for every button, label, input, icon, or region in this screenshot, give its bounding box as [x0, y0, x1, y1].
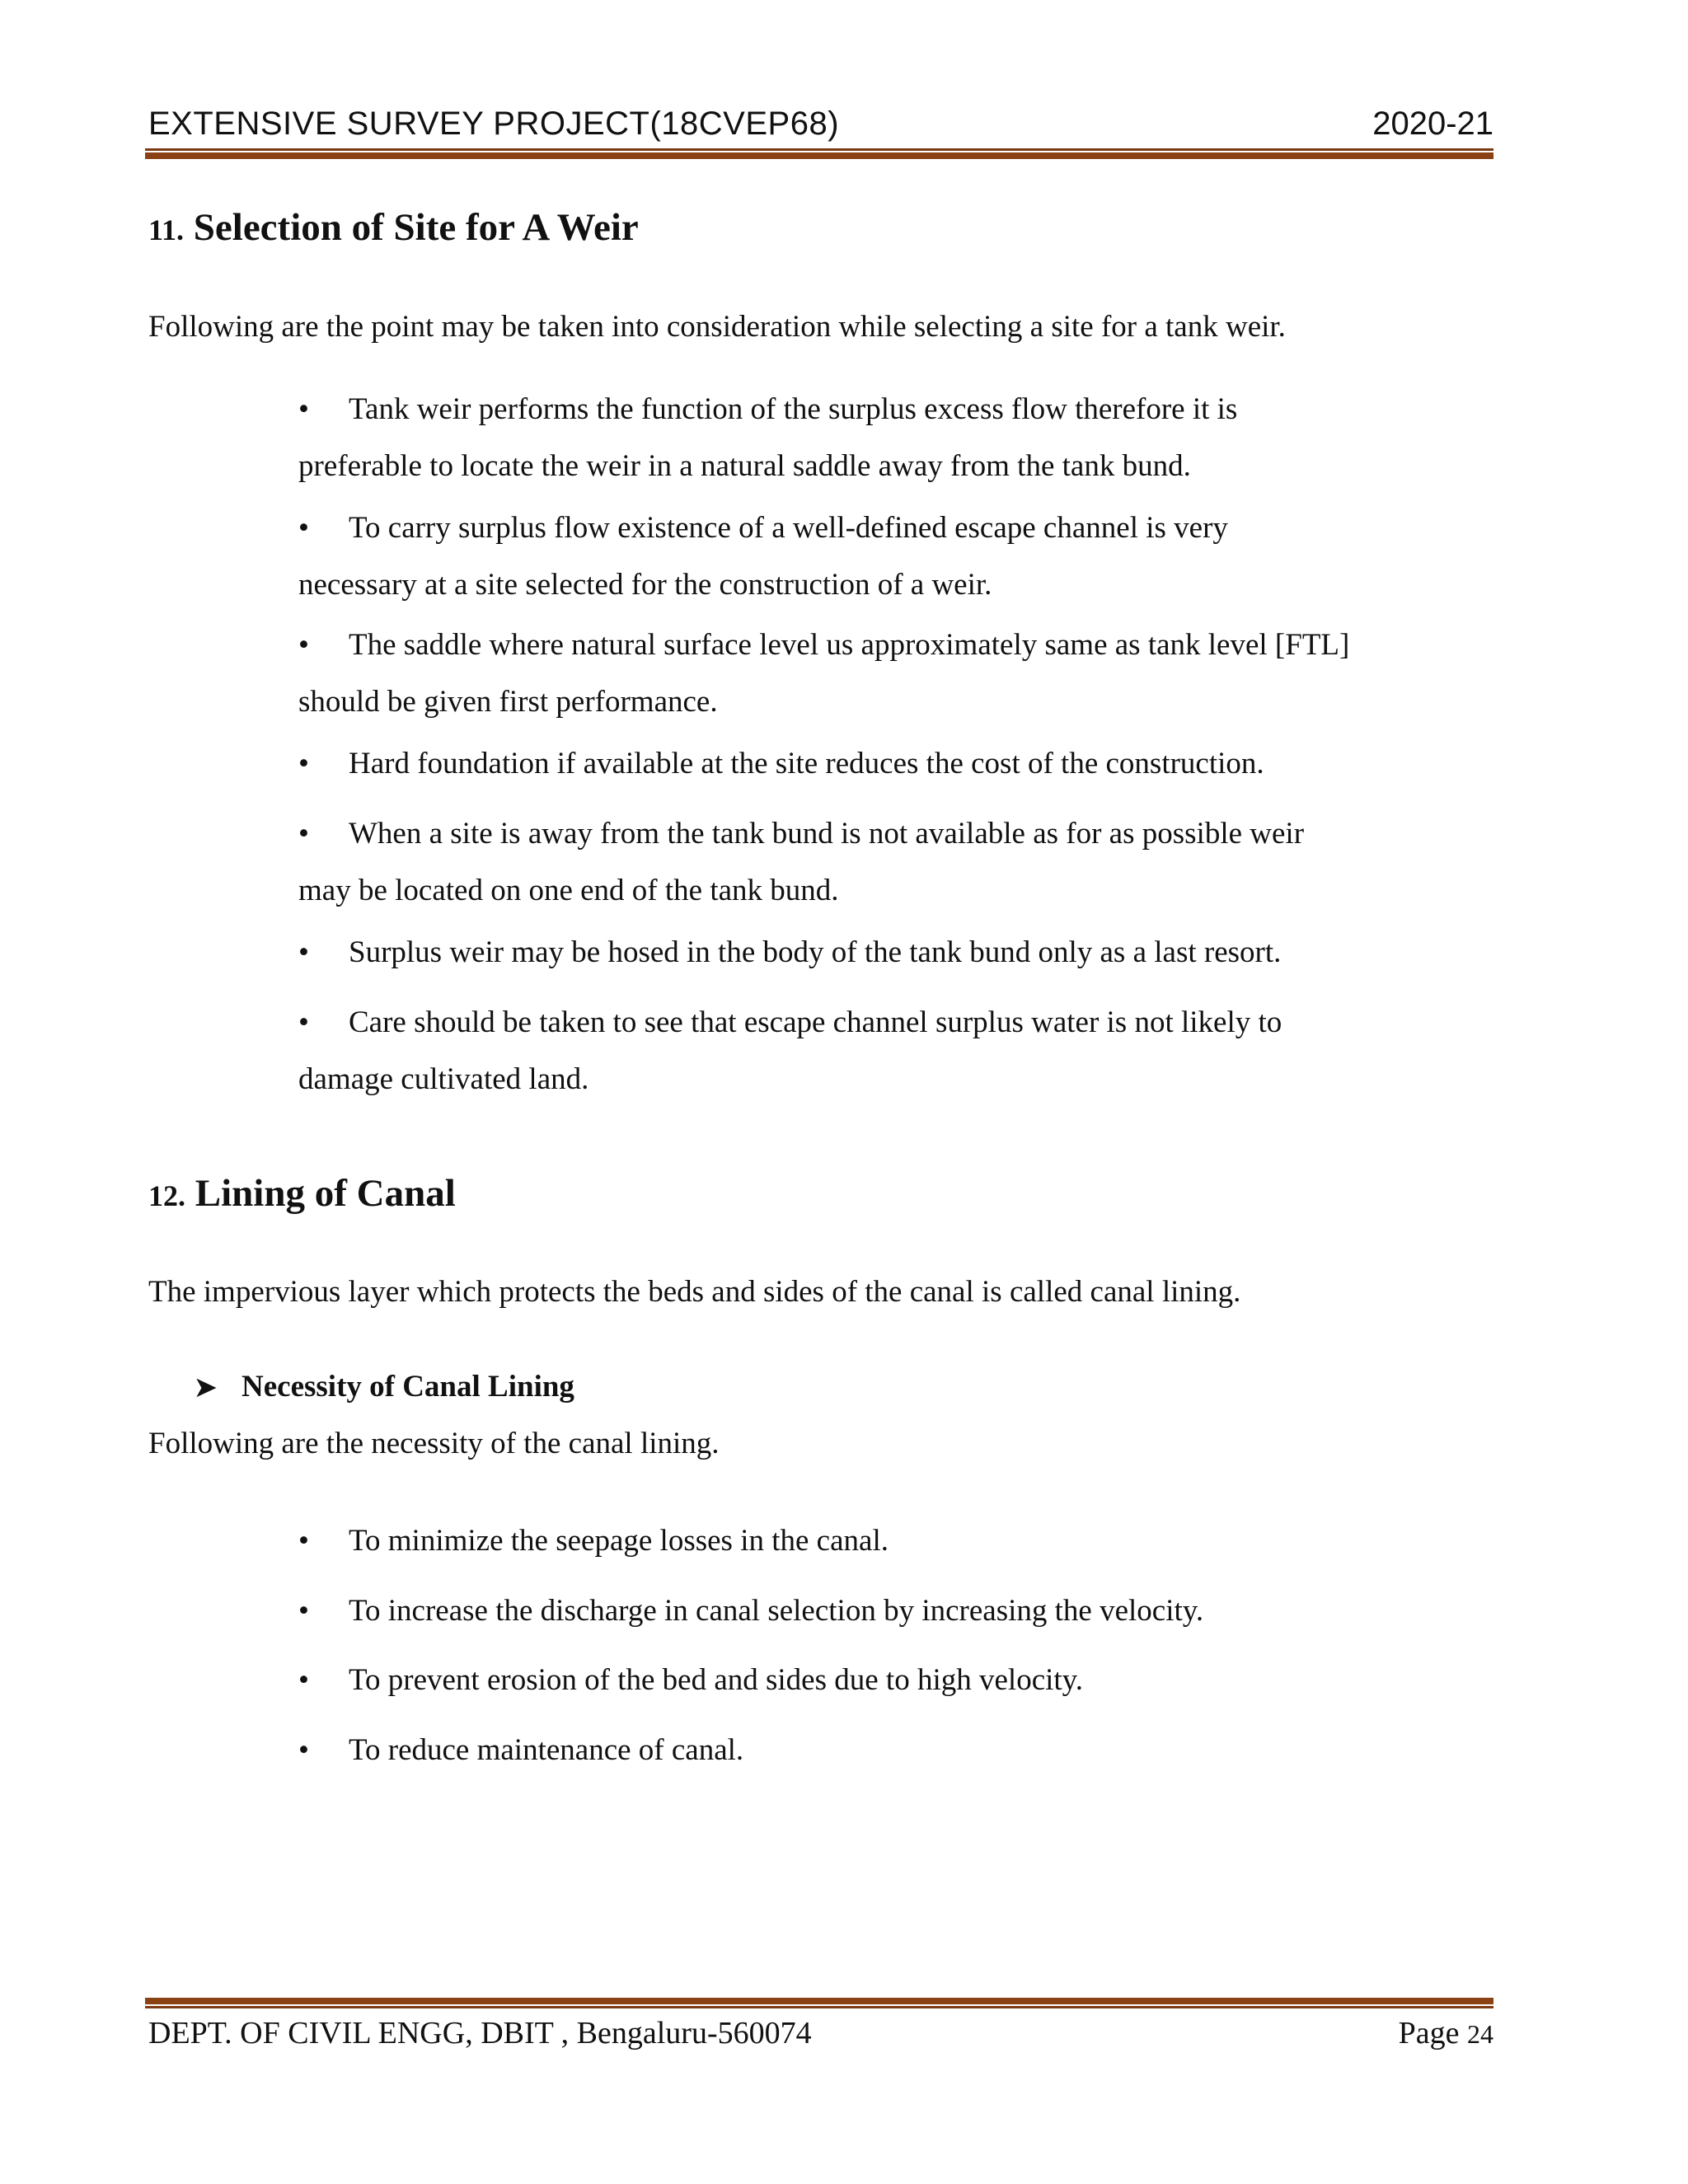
- list-item: • When a site is away from the tank bund is not available as for as possible weir: [298, 805, 1444, 862]
- list-item-continuation: may be located on one end of the tank bund.: [298, 874, 839, 907]
- bullet-icon: •: [298, 935, 309, 969]
- list-item-continuation: necessary at a site selected for the construction of a weir.: [298, 568, 992, 602]
- bullet-icon: •: [298, 1005, 309, 1039]
- list-item-continuation: should be given first performance.: [298, 685, 718, 719]
- bullet-icon: •: [298, 747, 309, 780]
- section-11-heading: [148, 203, 639, 255]
- bullet-icon: •: [298, 392, 309, 426]
- footer-page: [1399, 2013, 1493, 2055]
- section-11-number: 11.: [148, 213, 185, 246]
- section-11-title: Selection of Site for A Weir: [193, 206, 639, 249]
- subheading-necessity: ➤ Necessity of Canal Lining: [195, 1366, 574, 1408]
- list-item-continuation: preferable to locate the weir in a natural saddle away from the tank bund.: [298, 449, 1191, 483]
- bullet-icon: •: [298, 817, 309, 851]
- section-12-heading: [148, 1169, 456, 1221]
- bullet-icon: •: [298, 511, 309, 545]
- header-year: 2020-21: [1372, 105, 1493, 142]
- bullet-icon: •: [298, 1524, 309, 1558]
- page-number: 24: [1467, 2019, 1493, 2049]
- list-item: • Tank weir performs the function of the surplus excess flow therefore it is: [298, 381, 1444, 438]
- footer-department: DEPT. OF CIVIL ENGG, DBIT , Bengaluru-560074: [148, 2016, 812, 2050]
- header-title: EXTENSIVE SURVEY PROJECT(18CVEP68): [148, 105, 840, 142]
- list-item: • To prevent erosion of the bed and sides due to high velocity.: [298, 1652, 1444, 1708]
- list-item: • Hard foundation if available at the site reduces the cost of the construction.: [298, 735, 1444, 792]
- footer-rule: [145, 1998, 1493, 2009]
- bullet-icon: •: [298, 1594, 309, 1628]
- section-12-sub-intro: Following are the necessity of the canal lining.: [148, 1427, 720, 1460]
- section-11-intro: Following are the point may be taken into consideration while selecting a site for a tank weir.: [148, 310, 1286, 344]
- list-item-continuation: damage cultivated land.: [298, 1062, 589, 1096]
- footer-page-label: Page: [1398, 2016, 1460, 2050]
- bullet-icon: •: [298, 628, 309, 662]
- section-12-intro: The impervious layer which protects the beds and sides of the canal is called canal lining.: [148, 1275, 1241, 1309]
- list-item: • To reduce maintenance of canal.: [298, 1722, 1444, 1779]
- arrow-bullet-icon: ➤: [195, 1372, 217, 1402]
- list-item: • Surplus weir may be hosed in the body of the tank bund only as a last resort.: [298, 924, 1444, 981]
- list-item: • To minimize the seepage losses in the canal.: [298, 1512, 1444, 1569]
- list-item: • The saddle where natural surface level us approximately same as tank level [FTL]: [298, 616, 1444, 673]
- bullet-icon: •: [298, 1733, 309, 1767]
- section-12-title: Lining of Canal: [195, 1172, 456, 1215]
- list-item: • To carry surplus flow existence of a well-defined escape channel is very: [298, 499, 1444, 556]
- section-12-number: 12.: [148, 1179, 185, 1212]
- header-rule: [145, 148, 1493, 160]
- bullet-icon: •: [298, 1663, 309, 1697]
- list-item: • To increase the discharge in canal selection by increasing the velocity.: [298, 1582, 1444, 1639]
- list-item: • Care should be taken to see that escape channel surplus water is not likely to: [298, 994, 1444, 1051]
